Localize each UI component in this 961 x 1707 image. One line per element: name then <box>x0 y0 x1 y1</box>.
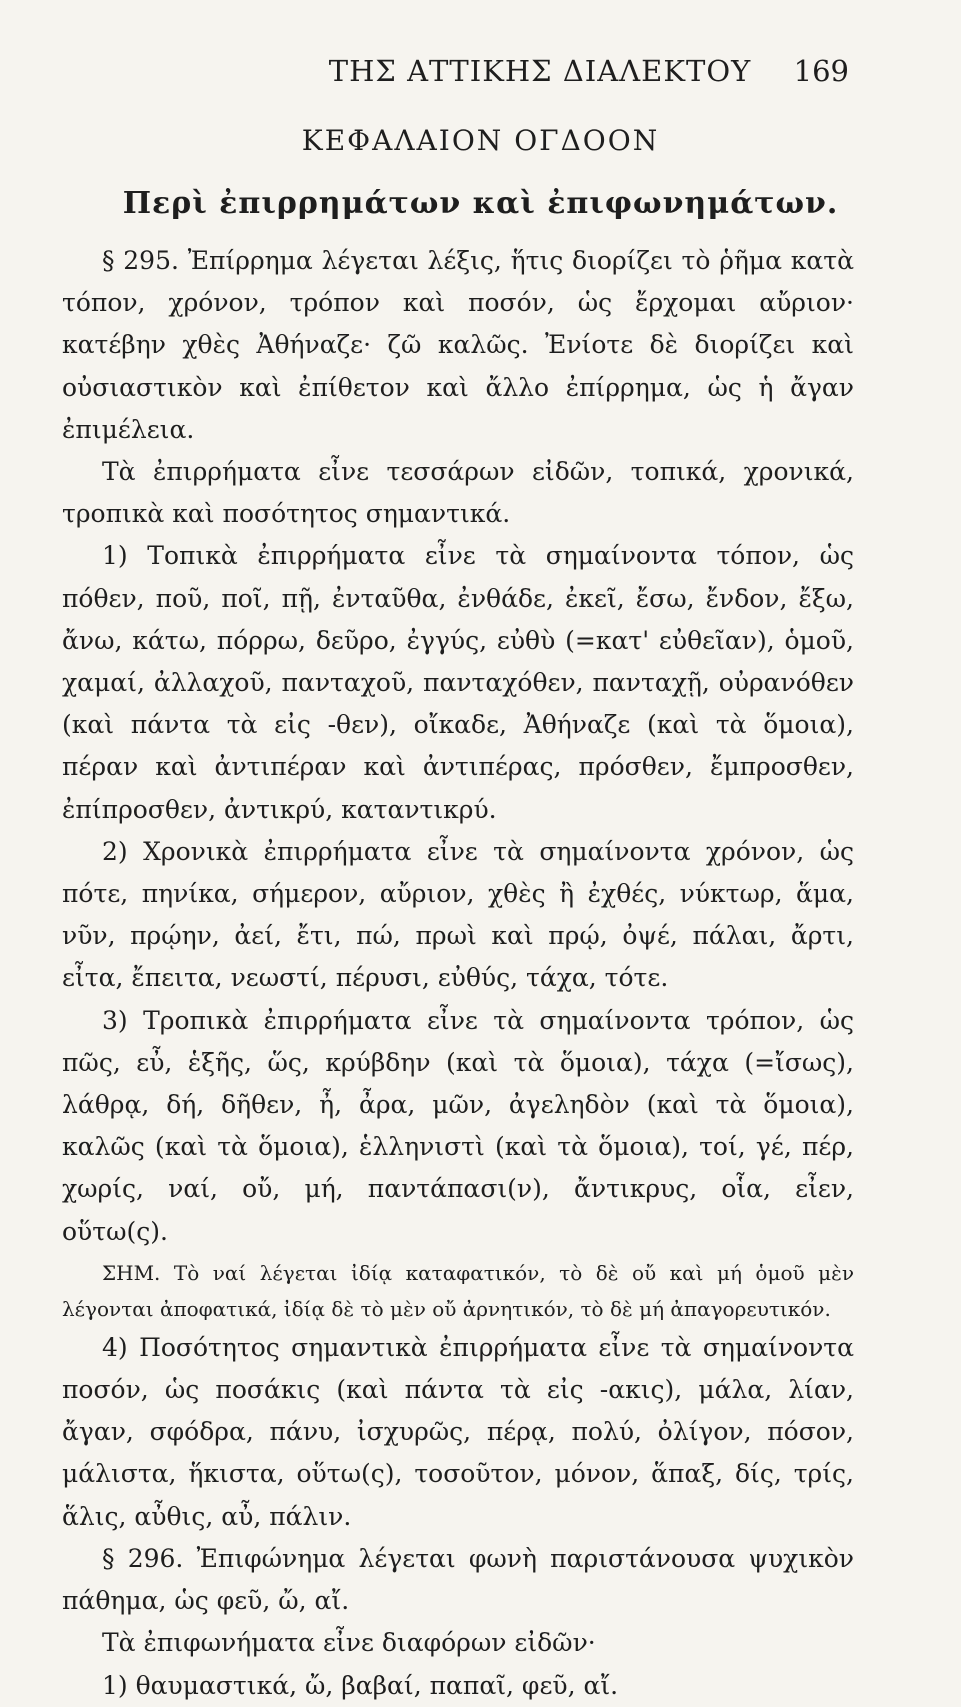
page-number: 169 <box>793 54 849 88</box>
paragraph-295: § 295. Ἐπίρρημα λέγεται λέξις, ἥτις διορίζει τὸ ῥῆμα κατὰ τόπον, χρόνον, τρόπον καὶ ποσόν, ὡς ἔρχομαι αὔριον· κατέβην χθὲς Ἀθήναζε· ζῶ καλῶς. Ἐνίοτε δὲ διορίζει καὶ οὐσιαστικὸν καὶ ἐπίθετον καὶ ἄλλο ἐπίρρημα, ὡς ἡ ἄγαν ἐπιμέλεια. <box>62 246 854 444</box>
section-title: Περὶ ἐπιρρημάτων καὶ ἐπιφωνημάτων. <box>122 186 839 221</box>
running-title: ΤΗΣ ΑΤΤΙΚΗΣ ΔΙΑΛΕΚΤΟΥ <box>328 54 752 88</box>
chapter-title: ΚΕΦΑΛΑΙΟΝ ΟΓΔΟΟΝ <box>301 124 660 157</box>
paragraph-exclamatory: 1) θαυμαστικά, ὤ, βαβαί, παπαῖ, φεῦ, αἴ. <box>102 1670 619 1700</box>
paragraph-interjection-kinds: Τὰ ἐπιφωνήματα εἶνε διαφόρων εἰδῶν· <box>102 1628 596 1658</box>
paragraph-modal-adverbs: 3) Τροπικὰ ἐπιρρήματα εἶνε τὰ σημαίνοντα τρόπον, ὡς πῶς, εὖ, ἑξῆς, ὥς, κρύβδην (καὶ τὰ ὅμοια), τάχα (=ἴσως), λάθρᾳ, δή, δῆθεν, ἦ, ἆρα, μῶν, ἀγεληδὸν (καὶ τὰ ὅμοια), καλῶς (καὶ τὰ ὅμοια), ἑλληνιστὶ (καὶ τὰ ὅμοια), τοί, γέ, πέρ, χωρίς, ναί, οὔ, μή, παντάπασι(ν), ἄντικρυς, οἷα, εἶεν, οὕτω(ς). <box>62 1005 854 1246</box>
note: ΣΗΜ. Τὸ ναί λέγεται ἰδίᾳ καταφατικόν, τὸ δὲ οὔ καὶ μή ὁμοῦ μὲν λέγονται ἀποφατικά, ἰδίᾳ δὲ τὸ μὲν οὔ ἀρνητικόν, τὸ δὲ μή ἀπαγορευτικόν. <box>62 1260 854 1321</box>
paragraph-kinds: Τὰ ἐπιρρήματα εἶνε τεσσάρων εἰδῶν, τοπικά, χρονικά, τροπικὰ καὶ ποσότητος σημαντικά. <box>62 457 854 529</box>
paragraph-296: § 296. Ἐπιφώνημα λέγεται φωνὴ παριστάνουσα ψυχικὸν πάθημα, ὡς φεῦ, ὤ, αἴ. <box>62 1543 854 1616</box>
paragraph-temporal-adverbs: 2) Χρονικὰ ἐπιρρήματα εἶνε τὰ σημαίνοντα χρόνον, ὡς πότε, πηνίκα, σήμερον, αὔριον, χθὲς ἢ ἐχθές, νύκτωρ, ἅμα, νῦν, πρῴην, ἀεί, ἔτι, πώ, πρωὶ καὶ πρῴ, ὀψέ, πάλαι, ἄρτι, εἶτα, ἔπειτα, νεωστί, πέρυσι, εὐθύς, τάχα, τότε. <box>62 836 854 993</box>
paragraph-local-adverbs: 1) Τοπικὰ ἐπιρρήματα εἶνε τὰ σημαίνοντα τόπον, ὡς πόθεν, ποῦ, ποῖ, πῇ, ἐνταῦθα, ἐνθάδε, ἐκεῖ, ἔσω, ἔνδον, ἔξω, ἄνω, κάτω, πόρρω, δεῦρο, ἐγγύς, εὐθὺ (=κατ' εὐθεῖαν), ὁμοῦ, χαμαί, ἀλλαχοῦ, πανταχοῦ, πανταχόθεν, πανταχῇ, οὐρανόθεν (καὶ πάντα τὰ εἰς -θεν), οἴκαδε, Ἀθήναζε (καὶ τὰ ὅμοια), πέραν καὶ ἀντιπέραν καὶ ἀντιπέρας, πρόσθεν, ἔμπροσθεν, ἐπίπροσθεν, ἀντικρύ, καταντικρύ. <box>62 541 854 824</box>
body-text <box>62 240 854 1707</box>
paragraph-quantity-adverbs: 4) Ποσότητος σημαντικὰ ἐπιρρήματα εἶνε τὰ σημαίνοντα ποσόν, ὡς ποσάκις (καὶ πάντα τὰ εἰς -ακις), μάλα, λίαν, ἄγαν, σφόδρα, πάνυ, ἰσχυρῶς, πέρᾳ, πολύ, ὀλίγον, πόσον, μάλιστα, ἥκιστα, οὕτω(ς), τοσοῦτον, μόνον, ἅπαξ, δίς, τρίς, ἅλις, αὖθις, αὖ, πάλιν. <box>62 1332 854 1531</box>
